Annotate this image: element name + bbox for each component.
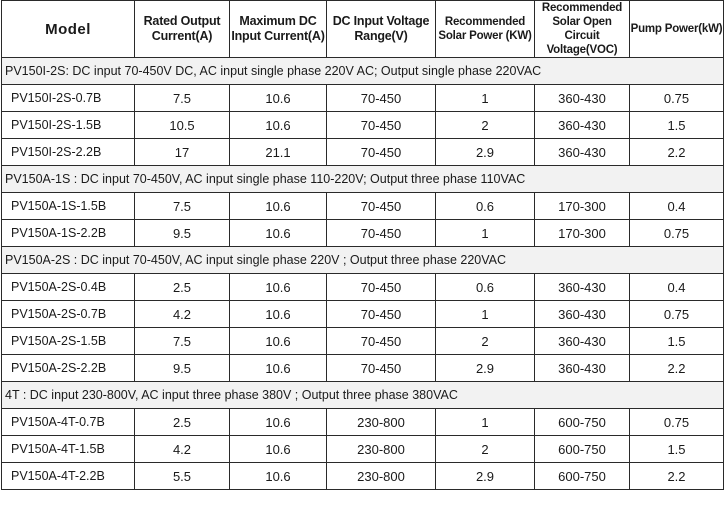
cell-recommended-voc: 360-430 xyxy=(535,274,630,301)
cell-max-dc-input-current: 10.6 xyxy=(230,274,327,301)
cell-max-dc-input-current: 10.6 xyxy=(230,463,327,490)
cell-model: PV150A-4T-0.7B xyxy=(2,409,135,436)
header-recommended-voc: Recommended Solar Open Circuit Voltage(VOC) xyxy=(535,1,630,58)
cell-recommended-solar-power: 1 xyxy=(436,409,535,436)
table-row xyxy=(2,409,724,436)
cell-max-dc-input-current: 10.6 xyxy=(230,220,327,247)
section-title: PV150A-1S : DC input 70-450V, AC input single phase 110-220V; Output three phase 110VAC xyxy=(2,166,724,193)
cell-pump-power: 0.4 xyxy=(630,274,724,301)
cell-rated-output-current: 4.2 xyxy=(135,301,230,328)
cell-recommended-voc: 360-430 xyxy=(535,328,630,355)
cell-dc-input-voltage-range: 70-450 xyxy=(327,274,436,301)
cell-max-dc-input-current: 10.6 xyxy=(230,85,327,112)
cell-model: PV150I-2S-0.7B xyxy=(2,85,135,112)
cell-dc-input-voltage-range: 70-450 xyxy=(327,301,436,328)
cell-rated-output-current: 7.5 xyxy=(135,193,230,220)
cell-rated-output-current: 4.2 xyxy=(135,436,230,463)
table-row xyxy=(2,112,724,139)
cell-recommended-voc: 170-300 xyxy=(535,193,630,220)
cell-model: PV150I-2S-2.2B xyxy=(2,139,135,166)
cell-dc-input-voltage-range: 230-800 xyxy=(327,436,436,463)
cell-model: PV150A-1S-1.5B xyxy=(2,193,135,220)
cell-pump-power: 2.2 xyxy=(630,463,724,490)
cell-recommended-solar-power: 2.9 xyxy=(436,355,535,382)
table-row xyxy=(2,355,724,382)
cell-recommended-voc: 360-430 xyxy=(535,112,630,139)
section-row xyxy=(2,382,724,409)
cell-pump-power: 1.5 xyxy=(630,328,724,355)
cell-dc-input-voltage-range: 70-450 xyxy=(327,112,436,139)
cell-max-dc-input-current: 10.6 xyxy=(230,112,327,139)
cell-pump-power: 1.5 xyxy=(630,112,724,139)
cell-rated-output-current: 9.5 xyxy=(135,355,230,382)
table-row xyxy=(2,139,724,166)
cell-model: PV150A-2S-0.4B xyxy=(2,274,135,301)
cell-recommended-solar-power: 0.6 xyxy=(436,193,535,220)
table-row xyxy=(2,193,724,220)
cell-max-dc-input-current: 10.6 xyxy=(230,193,327,220)
table-row xyxy=(2,274,724,301)
cell-recommended-solar-power: 2 xyxy=(436,328,535,355)
cell-recommended-voc: 600-750 xyxy=(535,409,630,436)
cell-recommended-solar-power: 2.9 xyxy=(436,463,535,490)
cell-pump-power: 2.2 xyxy=(630,355,724,382)
cell-model: PV150I-2S-1.5B xyxy=(2,112,135,139)
section-title: PV150I-2S: DC input 70-450V DC, AC input single phase 220V AC; Output single phase 220VAC xyxy=(2,58,724,85)
cell-dc-input-voltage-range: 70-450 xyxy=(327,139,436,166)
cell-rated-output-current: 9.5 xyxy=(135,220,230,247)
cell-rated-output-current: 7.5 xyxy=(135,328,230,355)
header-dc-input-voltage-range: DC Input Voltage Range(V) xyxy=(327,1,436,58)
cell-recommended-solar-power: 1 xyxy=(436,220,535,247)
cell-dc-input-voltage-range: 70-450 xyxy=(327,85,436,112)
table-header xyxy=(2,1,724,58)
table-body xyxy=(2,58,724,490)
cell-model: PV150A-4T-1.5B xyxy=(2,436,135,463)
cell-rated-output-current: 2.5 xyxy=(135,274,230,301)
header-model: Model xyxy=(2,1,135,58)
cell-dc-input-voltage-range: 70-450 xyxy=(327,328,436,355)
section-title: 4T : DC input 230-800V, AC input three phase 380V ; Output three phase 380VAC xyxy=(2,382,724,409)
section-row xyxy=(2,166,724,193)
header-rated-output-current: Rated Output Current(A) xyxy=(135,1,230,58)
cell-max-dc-input-current: 10.6 xyxy=(230,355,327,382)
cell-recommended-voc: 600-750 xyxy=(535,436,630,463)
header-max-dc-input-current: Maximum DC Input Current(A) xyxy=(230,1,327,58)
cell-recommended-voc: 360-430 xyxy=(535,355,630,382)
pump-inverter-spec-table xyxy=(1,0,724,490)
cell-max-dc-input-current: 10.6 xyxy=(230,301,327,328)
table-row xyxy=(2,463,724,490)
cell-recommended-voc: 600-750 xyxy=(535,463,630,490)
cell-pump-power: 0.75 xyxy=(630,220,724,247)
cell-recommended-solar-power: 1 xyxy=(436,301,535,328)
cell-rated-output-current: 5.5 xyxy=(135,463,230,490)
cell-dc-input-voltage-range: 230-800 xyxy=(327,409,436,436)
cell-recommended-voc: 360-430 xyxy=(535,85,630,112)
cell-recommended-solar-power: 2.9 xyxy=(436,139,535,166)
header-pump-power: Pump Power(kW) xyxy=(630,1,724,58)
cell-recommended-solar-power: 2 xyxy=(436,436,535,463)
table-row xyxy=(2,328,724,355)
cell-max-dc-input-current: 10.6 xyxy=(230,436,327,463)
cell-pump-power: 0.75 xyxy=(630,85,724,112)
cell-max-dc-input-current: 21.1 xyxy=(230,139,327,166)
cell-model: PV150A-4T-2.2B xyxy=(2,463,135,490)
table-row xyxy=(2,85,724,112)
cell-model: PV150A-2S-2.2B xyxy=(2,355,135,382)
cell-pump-power: 2.2 xyxy=(630,139,724,166)
cell-rated-output-current: 7.5 xyxy=(135,85,230,112)
cell-pump-power: 1.5 xyxy=(630,436,724,463)
table-row xyxy=(2,436,724,463)
section-row xyxy=(2,247,724,274)
cell-recommended-solar-power: 0.6 xyxy=(436,274,535,301)
cell-dc-input-voltage-range: 70-450 xyxy=(327,355,436,382)
cell-rated-output-current: 2.5 xyxy=(135,409,230,436)
cell-model: PV150A-2S-0.7B xyxy=(2,301,135,328)
cell-recommended-voc: 360-430 xyxy=(535,139,630,166)
cell-model: PV150A-2S-1.5B xyxy=(2,328,135,355)
section-title: PV150A-2S : DC input 70-450V, AC input single phase 220V ; Output three phase 220VAC xyxy=(2,247,724,274)
section-row xyxy=(2,58,724,85)
cell-recommended-solar-power: 2 xyxy=(436,112,535,139)
cell-dc-input-voltage-range: 230-800 xyxy=(327,463,436,490)
table-row xyxy=(2,220,724,247)
cell-recommended-voc: 170-300 xyxy=(535,220,630,247)
cell-recommended-voc: 360-430 xyxy=(535,301,630,328)
cell-dc-input-voltage-range: 70-450 xyxy=(327,193,436,220)
header-recommended-solar-power: Recommended Solar Power (KW) xyxy=(436,1,535,58)
cell-recommended-solar-power: 1 xyxy=(436,85,535,112)
cell-pump-power: 0.4 xyxy=(630,193,724,220)
cell-rated-output-current: 17 xyxy=(135,139,230,166)
cell-rated-output-current: 10.5 xyxy=(135,112,230,139)
cell-dc-input-voltage-range: 70-450 xyxy=(327,220,436,247)
cell-max-dc-input-current: 10.6 xyxy=(230,328,327,355)
cell-pump-power: 0.75 xyxy=(630,301,724,328)
table-row xyxy=(2,301,724,328)
cell-pump-power: 0.75 xyxy=(630,409,724,436)
cell-model: PV150A-1S-2.2B xyxy=(2,220,135,247)
cell-max-dc-input-current: 10.6 xyxy=(230,409,327,436)
